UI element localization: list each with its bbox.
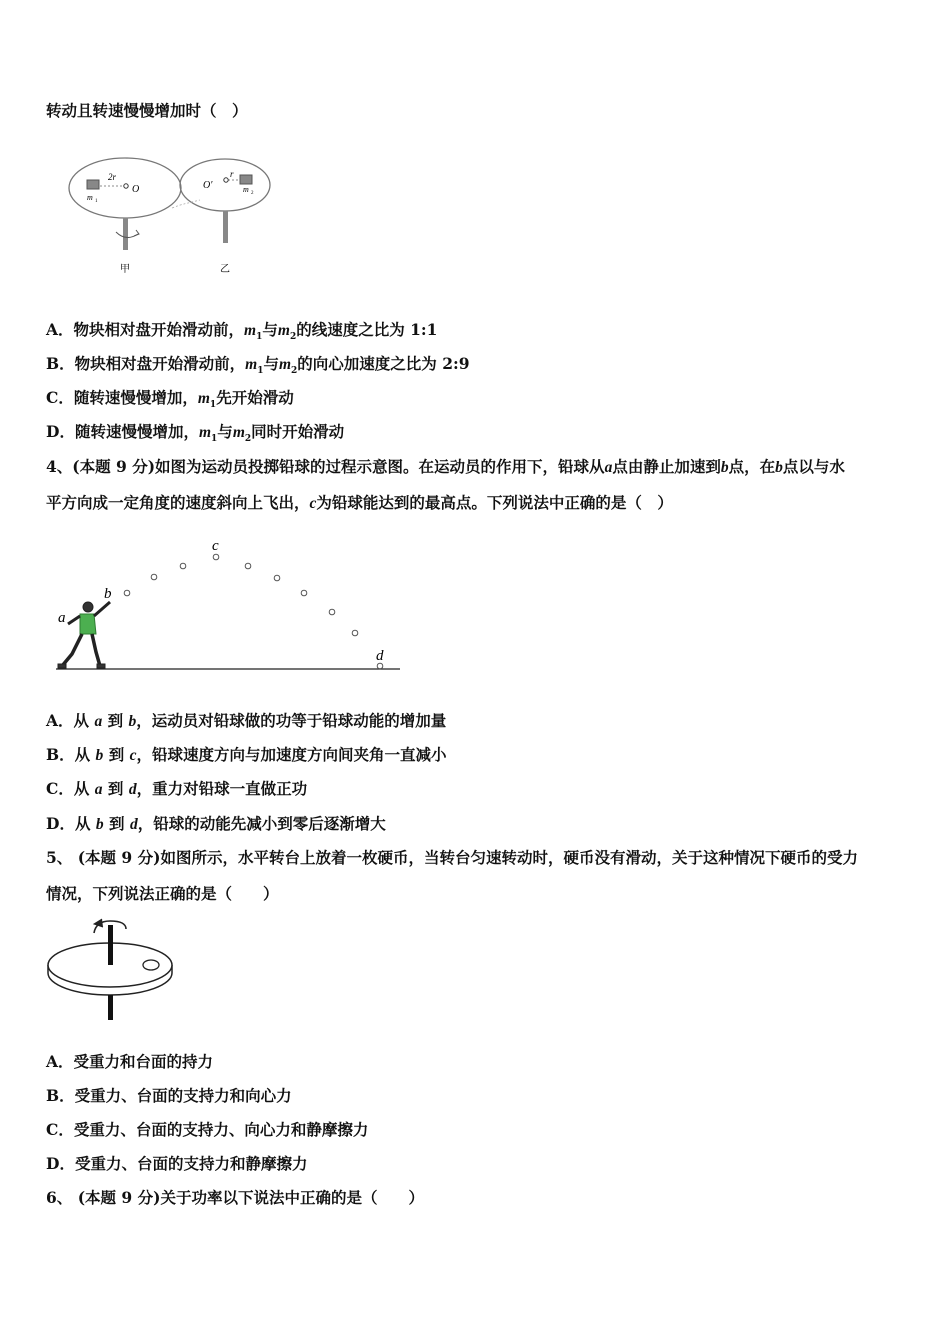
coin — [143, 960, 159, 970]
shotput-figure — [50, 530, 410, 680]
q5-stem-line2: 情况，下列说法正确的是（ ） — [46, 884, 279, 903]
ball-b — [124, 590, 130, 596]
shaft-yi — [223, 211, 228, 243]
label-yi: 乙 — [220, 264, 230, 275]
q4-option-b: B．从 b 到 c，铅球速度方向与加速度方向间夹角一直减小 — [46, 745, 447, 764]
q4-option-c: C．从 a 到 d，重力对铅球一直做正功 — [46, 779, 308, 798]
q4-option-d: D．从 b 到 d，铅球的动能先减小到零后逐渐增大 — [46, 814, 386, 833]
q3-option-c: C．随转速慢慢增加，$m_1$先开始滑动 — [46, 388, 294, 411]
q4-stem-line1: 4、(本题 9 分)如图为运动员投掷铅球的过程示意图。在运动员的作用下，铅球从a点由静止加速到b点，在b点以与水 — [46, 457, 845, 476]
ball-5 — [245, 563, 251, 569]
block-m1 — [87, 180, 99, 189]
label-o-prime: O′ — [203, 180, 213, 191]
label-b: b — [104, 586, 112, 602]
q4-stem-line2: 平方向成一定角度的速度斜向上飞出，c为铅球能达到的最高点。下列说法中正确的是（ ） — [46, 493, 673, 512]
ball-6 — [274, 575, 280, 581]
label-r: r — [230, 169, 234, 179]
shaft-jia — [123, 218, 128, 250]
label-jia: 甲 — [120, 264, 130, 275]
ball-7 — [301, 590, 307, 596]
q3-stem: 转动且转速慢慢增加时（ ） — [46, 101, 248, 120]
ball-2 — [151, 574, 157, 580]
shaft-upper — [108, 925, 113, 965]
label-m2: m — [243, 185, 249, 194]
coin-turntable-figure — [44, 915, 184, 1025]
turntable-figure — [60, 150, 290, 285]
disc-yi — [180, 159, 270, 211]
label-m1: m — [87, 193, 93, 202]
axis-o — [124, 184, 128, 188]
q5-option-c: C．受重力、台面的支持力、向心力和静摩擦力 — [46, 1120, 369, 1139]
q3-option-d: D．随转速慢慢增加，$m_1$与$m_2$同时开始滑动 — [46, 422, 345, 445]
q5-option-b: B．受重力、台面的支持力和向心力 — [46, 1086, 292, 1105]
q3-option-a: A．物块相对盘开始滑动前，$m_1$与$m_2$的线速度之比为 1:1 — [46, 320, 438, 343]
axis-o-prime — [224, 178, 228, 182]
label-c: c — [212, 538, 219, 554]
q6-stem: 6、 (本题 9 分)关于功率以下说法中正确的是（ ） — [46, 1188, 424, 1207]
label-m2-sub: 2 — [251, 191, 254, 196]
label-o: O — [132, 184, 140, 195]
ball-9 — [352, 630, 358, 636]
q4-option-a: A．从 a 到 b，运动员对铅球做的功等于铅球动能的增加量 — [46, 711, 447, 730]
shaft-lower — [108, 995, 113, 1020]
q5-stem-line1: 5、 (本题 9 分)如图所示，水平转台上放着一枚硬币，当转台匀速转动时，硬币没有滑动，关于这种情况下硬币的受力 — [46, 848, 858, 867]
ball-8 — [329, 609, 335, 615]
label-d: d — [376, 648, 384, 664]
ball-d — [377, 663, 383, 669]
q3-option-b: B．物块相对盘开始滑动前，$m_1$与$m_2$的向心加速度之比为 2:9 — [46, 354, 470, 377]
label-2r: 2r — [108, 172, 117, 182]
block-m2 — [240, 175, 252, 184]
q5-option-d: D．受重力、台面的支持力和静摩擦力 — [46, 1154, 308, 1173]
athlete-figure — [58, 602, 110, 668]
label-a: a — [58, 610, 66, 626]
label-m1-sub: 1 — [95, 199, 98, 204]
ball-3 — [180, 563, 186, 569]
ball-c — [213, 554, 219, 560]
q5-option-a: A．受重力和台面的持力 — [46, 1052, 214, 1071]
